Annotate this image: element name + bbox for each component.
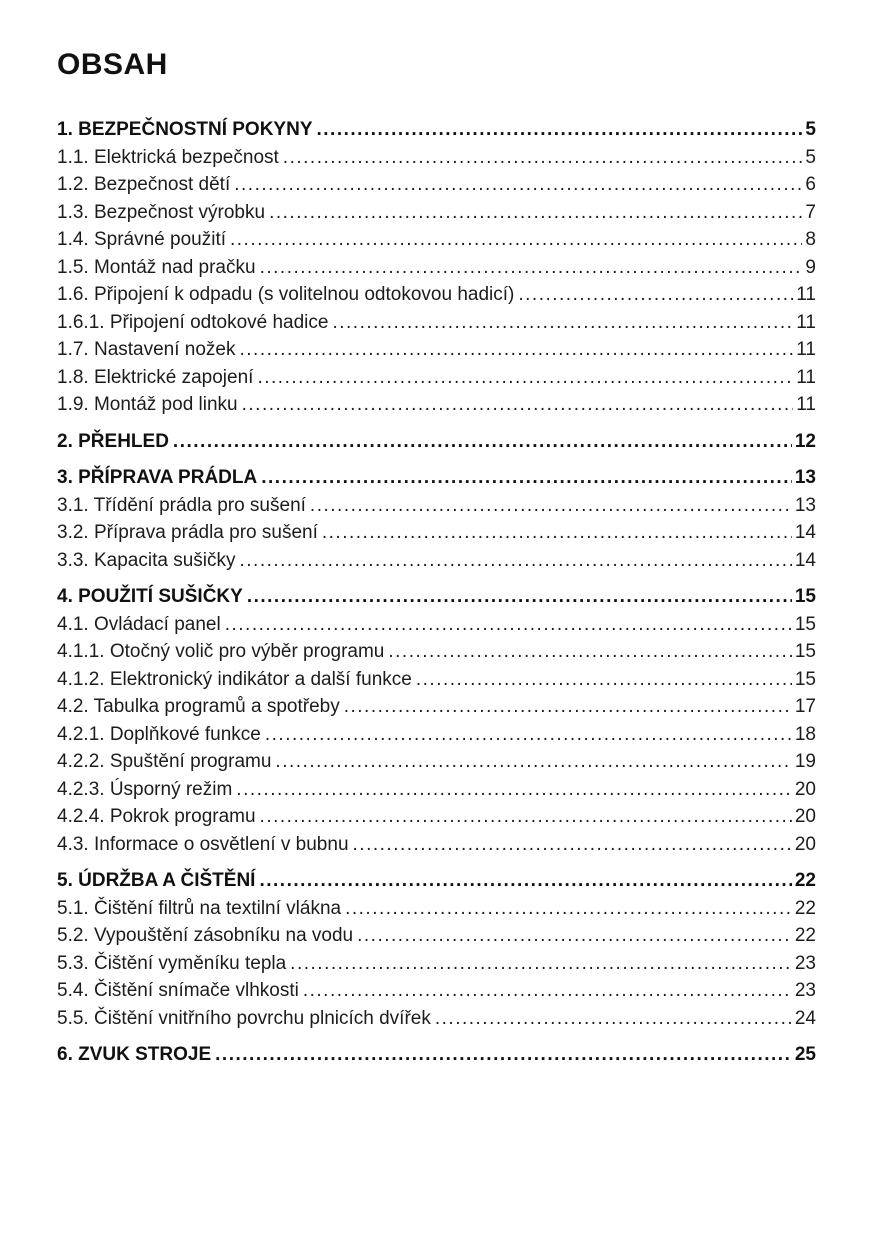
toc-entry: [57, 776, 816, 804]
dot-leader: [257, 364, 793, 392]
dot-leader: [435, 1005, 792, 1033]
toc-entry: [57, 950, 816, 978]
toc-entry-label: 4.2. Tabulka programů a spotřeby: [57, 696, 340, 717]
toc-entry-label: 1.3. Bezpečnost výrobku: [57, 201, 266, 223]
toc-entry-label: 4.3. Informace o osvětlení v bubnu: [57, 833, 349, 855]
toc-entry-label: 2. PŘEHLED: [57, 430, 169, 452]
dot-leader: [239, 547, 791, 575]
toc-entry: [57, 895, 816, 923]
toc-entry: [57, 254, 816, 282]
dot-leader: [357, 922, 792, 950]
dot-leader: [303, 977, 792, 1005]
toc-entry-label: 1.7. Nastavení nožek: [57, 339, 236, 360]
toc-entry-page: 5: [805, 119, 816, 140]
toc-entry: [57, 226, 816, 254]
toc-entry-page: 8: [805, 229, 816, 250]
dot-leader: [518, 281, 793, 309]
toc-entry-label: 5.4. Čištění snímače vlhkosti: [57, 980, 299, 1001]
dot-leader: [310, 492, 792, 520]
toc-entry: [57, 171, 816, 199]
toc-entry-page: 20: [794, 806, 816, 827]
toc-entry-page: 11: [796, 284, 816, 305]
dot-leader: [240, 336, 794, 364]
toc-entry-page: 20: [794, 778, 816, 800]
toc-entry-page: 17: [794, 696, 816, 717]
toc-entry-label: 4. POUŽITÍ SUŠIČKY: [57, 586, 243, 607]
toc-entry-label: 1.4. Správné použití: [57, 229, 226, 250]
toc-entry-label: 1.6. Připojení k odpadu (s volitelnou odtokovou hadicí): [57, 284, 515, 305]
toc-entry-label: 4.1.2. Elektronický indikátor a další funkce: [57, 668, 412, 690]
toc-entry-page: 11: [796, 311, 816, 333]
toc-entry: [57, 391, 816, 419]
toc-entry-page: 15: [794, 613, 816, 635]
toc-entry-label: 5. ÚDRŽBA A ČIŠTĚNÍ: [57, 870, 256, 891]
toc-entry-label: 4.1.1. Otočný volič pro výběr programu: [57, 641, 385, 662]
toc-entry-label: 3.2. Příprava prádla pro sušení: [57, 522, 318, 543]
toc-entry-page: 18: [794, 723, 816, 745]
toc-entry: [57, 583, 816, 611]
dot-leader: [416, 666, 792, 694]
dot-leader: [215, 1041, 792, 1069]
dot-leader: [234, 171, 802, 199]
toc-entry-page: 23: [794, 952, 816, 974]
toc-entry-page: 23: [794, 980, 816, 1001]
page-title: OBSAH: [57, 48, 168, 81]
dot-leader: [225, 611, 792, 639]
toc-entry: [57, 1041, 816, 1069]
dot-leader: [259, 867, 791, 895]
toc-entry: [57, 336, 816, 364]
dot-leader: [344, 693, 792, 721]
toc-entry-page: 24: [794, 1007, 816, 1029]
toc-list: [57, 116, 816, 1069]
toc-entry-page: 6: [805, 174, 816, 195]
toc-entry-label: 4.2.1. Doplňkové funkce: [57, 723, 261, 745]
toc-entry-page: 15: [794, 668, 816, 690]
toc-entry-label: 1.5. Montáž nad pračku: [57, 256, 256, 278]
toc-entry-label: 4.2.4. Pokrok programu: [57, 806, 256, 827]
dot-leader: [260, 803, 792, 831]
toc-entry: [57, 638, 816, 666]
toc-entry-page: 15: [794, 641, 816, 662]
toc-entry: [57, 428, 816, 456]
toc-entry-label: 5.1. Čištění filtrů na textilní vlákna: [57, 897, 342, 919]
dot-leader: [290, 950, 792, 978]
toc-entry-page: 22: [794, 870, 816, 891]
dot-leader: [173, 428, 792, 456]
toc-entry-page: 25: [794, 1044, 816, 1065]
toc-entry-page: 14: [794, 522, 816, 543]
toc-entry-page: 11: [796, 339, 816, 360]
toc-entry: [57, 803, 816, 831]
toc-entry: [57, 281, 816, 309]
dot-leader: [317, 116, 803, 144]
toc-entry-page: 19: [794, 751, 816, 772]
toc-entry-page: 13: [794, 494, 816, 516]
toc-entry-label: 1.2. Bezpečnost dětí: [57, 174, 231, 195]
toc-entry: [57, 547, 816, 575]
toc-entry-page: 12: [794, 430, 816, 452]
dot-leader: [353, 831, 792, 859]
toc-entry: [57, 666, 816, 694]
toc-entry-label: 5.3. Čištění vyměníku tepla: [57, 952, 287, 974]
toc-entry: [57, 867, 816, 895]
toc-entry: [57, 309, 816, 337]
toc-entry: [57, 721, 816, 749]
dot-leader: [345, 895, 792, 923]
toc-entry: [57, 492, 816, 520]
toc-entry: [57, 977, 816, 1005]
toc-entry-page: 14: [794, 549, 816, 571]
toc-entry-page: 22: [794, 925, 816, 946]
dot-leader: [261, 464, 792, 492]
toc-entry-page: 7: [805, 201, 816, 223]
toc-entry: [57, 1005, 816, 1033]
toc-entry-page: 15: [794, 586, 816, 607]
toc-entry: [57, 611, 816, 639]
toc-entry-page: 11: [796, 366, 816, 388]
dot-leader: [275, 748, 791, 776]
toc-entry-label: 1.8. Elektrické zapojení: [57, 366, 254, 388]
toc-entry: [57, 748, 816, 776]
toc-entry-label: 4.2.3. Úsporný režim: [57, 778, 233, 800]
toc-entry: [57, 199, 816, 227]
dot-leader: [260, 254, 803, 282]
dot-leader: [269, 199, 802, 227]
dot-leader: [322, 519, 792, 547]
toc-entry-label: 4.1. Ovládací panel: [57, 613, 221, 635]
dot-leader: [332, 309, 793, 337]
toc-entry-label: 1.6.1. Připojení odtokové hadice: [57, 311, 329, 333]
toc-entry-label: 3.3. Kapacita sušičky: [57, 549, 236, 571]
toc-entry: [57, 693, 816, 721]
dot-leader: [242, 391, 794, 419]
toc-entry: [57, 364, 816, 392]
dot-leader: [388, 638, 791, 666]
toc-entry: [57, 922, 816, 950]
toc-entry-label: 6. ZVUK STROJE: [57, 1044, 212, 1065]
toc-entry-page: 5: [805, 146, 816, 168]
toc-entry: [57, 831, 816, 859]
toc-entry-label: 3. PŘÍPRAVA PRÁDLA: [57, 467, 258, 488]
toc-entry-page: 22: [794, 897, 816, 919]
toc-entry: [57, 519, 816, 547]
toc-entry-label: 1.1. Elektrická bezpečnost: [57, 146, 279, 168]
toc-entry-page: 13: [794, 467, 816, 488]
toc-entry-page: 11: [796, 394, 816, 415]
toc-entry-page: 20: [794, 833, 816, 855]
dot-leader: [230, 226, 802, 254]
toc-entry-label: 5.2. Vypouštění zásobníku na vodu: [57, 925, 354, 946]
dot-leader: [283, 144, 803, 172]
toc-entry: [57, 464, 816, 492]
toc-entry-label: 3.1. Třídění prádla pro sušení: [57, 494, 306, 516]
toc-entry: [57, 116, 816, 144]
toc-entry-page: 9: [805, 256, 816, 278]
toc-entry-label: 1. BEZPEČNOSTNÍ POKYNY: [57, 119, 313, 140]
toc-entry-label: 5.5. Čištění vnitřního povrchu plnicích dvířek: [57, 1007, 431, 1029]
dot-leader: [247, 583, 792, 611]
toc-entry-label: 1.9. Montáž pod linku: [57, 394, 238, 415]
dot-leader: [236, 776, 792, 804]
toc-entry-label: 4.2.2. Spuštění programu: [57, 751, 272, 772]
toc-entry: [57, 144, 816, 172]
dot-leader: [265, 721, 792, 749]
